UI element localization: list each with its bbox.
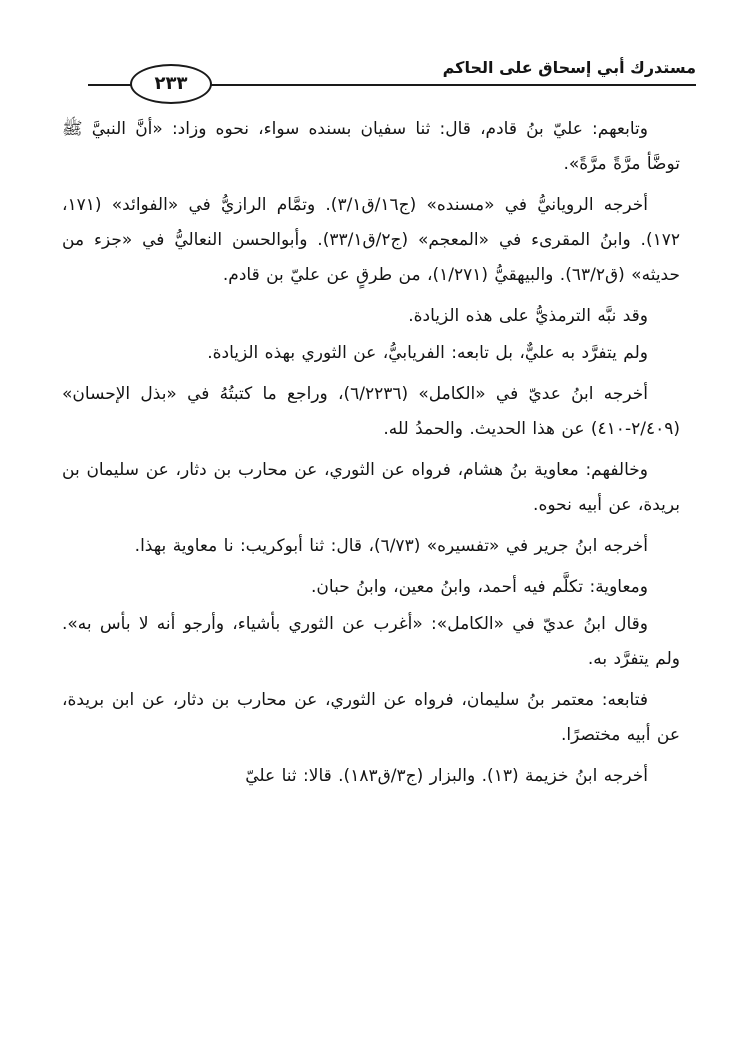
paragraph-10: فتابعه: معتمر بنُ سليمان، فرواه عن الثوري، عن محارب بن دثار، عن ابن بريدة، عن أبيه مختصرًا. xyxy=(62,690,680,745)
paragraph-5: أخرجه ابنُ عديّ في «الكامل» (٦/٢٢٣٦)، وراجع ما كتبتُهُ في «بذل الإحسان» (٢/٤٠٩-٤١٠) عن هذا الحديث. والحمدُ لله. xyxy=(62,384,680,439)
paragraph-7: أخرجه ابنُ جرير في «تفسيره» (٦/٧٣)، قال: ثنا أبوكريب: نا معاوية بهذا. xyxy=(134,536,648,556)
paragraph-4: ولم يتفرَّد به عليٌّ، بل تابعه: الفريابيُّ، عن الثوري بهذه الزيادة. xyxy=(207,343,648,363)
paragraph-2: أخرجه الرويانيُّ في «مسنده» (ج١٦/ق٣/١). وتمَّام الرازيُّ في «الفوائد» (١٧١، ١٧٢). وابنُ المقرىء في «المعجم» (ج٢/ق٣٣/١). وأبوالحسن النعاليُّ في «جزء من حديثه» (ق٦٣/٢). والبيهقيُّ (١/٢٧١)، من طرقٍ عن عليّ بن قادم. xyxy=(62,195,680,285)
running-title: مستدرك أبي إسحاق على الحاكم xyxy=(442,58,696,77)
paragraph-11: أخرجه ابنُ خزيمة (١٣). والبزار (ج٣/ق١٨٣). قالا: ثنا عليّ xyxy=(245,766,648,786)
paragraph-1: وتابعهم: عليّ بنُ قادم، قال: ثنا سفيان بسنده سواء، نحوه وزاد: «أنَّ النبيَّ ﷺ توضَّأ مرَّةً مرَّةً». xyxy=(62,119,680,174)
page-number: ٢٣٣ xyxy=(130,64,212,104)
paragraph-8: ومعاوية: تكلَّم فيه أحمد، وابنُ معين، وابنُ حبان. xyxy=(311,577,648,597)
paragraph-9: وقال ابنُ عديّ في «الكامل»: «أغرب عن الثوري بأشياء، وأرجو أنه لا بأس به». ولم يتفرَّد به. xyxy=(62,614,680,669)
page-body xyxy=(62,112,680,800)
paragraph-3: وقد نبَّه الترمذيُّ على هذه الزيادة. xyxy=(408,306,648,326)
paragraph-6: وخالفهم: معاوية بنُ هشام، فرواه عن الثوري، عن محارب بن دثار، عن سليمان بن بريدة، عن أبيه نحوه. xyxy=(62,460,680,515)
page-header xyxy=(88,52,696,98)
